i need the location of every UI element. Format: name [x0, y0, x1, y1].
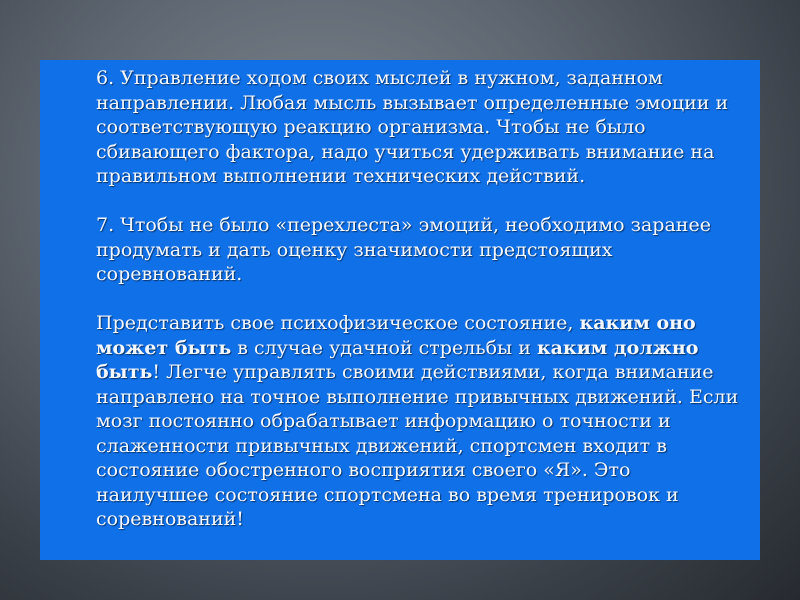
paragraph-6: 6. Управление ходом своих мыслей в нужном, заданном направлении. Любая мысль вызывает определенные эмоции и соответствующую реакцию организма. Чтобы не было сбивающего фактора, надо учиться удерживать внимание на правильном выполнении технических действий.: [96, 67, 729, 187]
slide-content-panel: [40, 60, 760, 560]
summary-bold-should-be: каким должно быть: [96, 336, 699, 383]
summary-bold-may-be: каким оно может быть: [96, 312, 696, 359]
paragraph-summary: [96, 311, 740, 532]
summary-text-part-3: ! Легче управлять своими действиями, когда внимание направлено на точное выполнение привычных движений. Если мозг постоянно обрабатывает информацию о точности и слаженности привычных движений, спортсмен входит в состояние обостренного восприятия своего «Я». Это наилучшее состояние спортсмена во время тренировок и соревнований!: [96, 361, 739, 530]
paragraph-7: 7. Чтобы не было «перехлеста» эмоций, необходимо заранее продумать и дать оценку значимости предстоящих соревнований.: [96, 214, 711, 285]
summary-text-part-1: Представить свое психофизическое состояние,: [96, 312, 580, 334]
summary-text-part-2: в случае удачной стрельбы и: [231, 336, 537, 359]
